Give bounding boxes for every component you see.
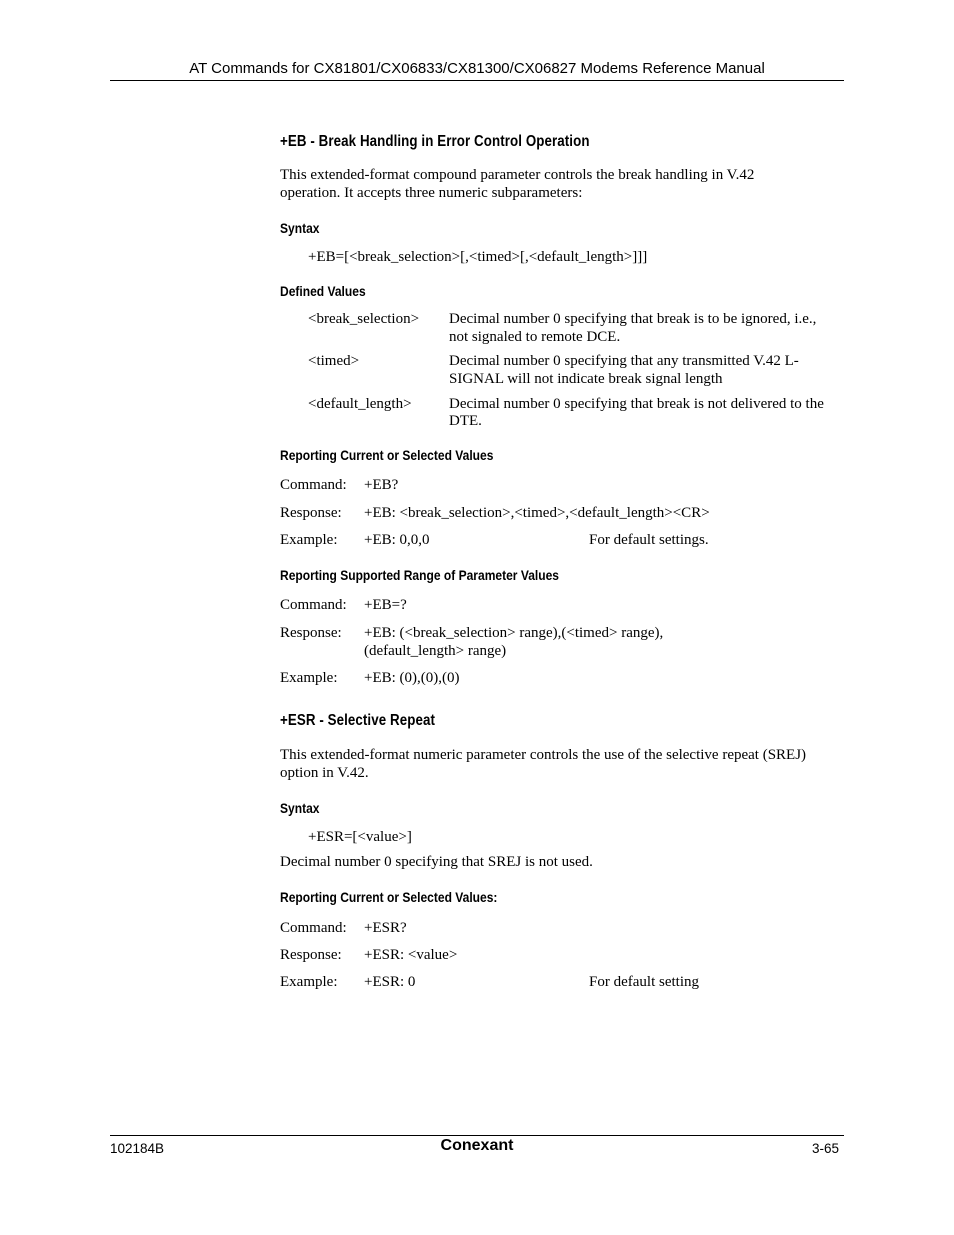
- eb-intro-line2: operation. It accepts three numeric subparameters:: [280, 185, 583, 201]
- eb-current-example-label: Example:: [280, 532, 338, 548]
- esr-syntax-note: Decimal number 0 specifying that SREJ is not used.: [280, 854, 593, 870]
- esr-current-example: +ESR: 0: [364, 974, 416, 990]
- footer-page-number: 3-65: [812, 1141, 840, 1156]
- eb-syntax: +EB=[<break_selection>[,<timed>[,<default_length>]]]: [308, 249, 648, 265]
- defined-name-default-length: <default_length>: [308, 396, 412, 412]
- esr-current-heading: Reporting Current or Selected Values:: [280, 889, 498, 905]
- eb-current-response: +EB: <break_selection>,<timed>,<default_length><CR>: [364, 505, 710, 521]
- defined-desc-default-length-line1: Decimal number 0 specifying that break is not delivered to the: [449, 396, 824, 412]
- footer-company: Conexant: [440, 1137, 514, 1154]
- defined-desc-break-selection-line1: Decimal number 0 specifying that break is to be ignored, i.e.,: [449, 311, 817, 327]
- esr-intro-line1: This extended-format numeric parameter controls the use of the selective repeat (SREJ): [280, 747, 807, 763]
- esr-current-response: +ESR: <value>: [364, 947, 458, 963]
- eb-range-response-line2: (default_length> range): [364, 643, 507, 659]
- page-header-title: AT Commands for CX81801/CX06833/CX81300/CX06827 Modems Reference Manual: [189, 60, 765, 77]
- eb-defined-heading: Defined Values: [280, 283, 366, 299]
- esr-current-example-note: For default setting: [589, 974, 699, 990]
- eb-current-response-label: Response:: [280, 505, 342, 521]
- esr-current-command: +ESR?: [364, 920, 407, 936]
- eb-syntax-heading: Syntax: [280, 220, 320, 236]
- eb-range-response-line1: +EB: (<break_selection> range),(<timed> range),: [364, 625, 664, 641]
- eb-current-example: +EB: 0,0,0: [364, 532, 430, 548]
- defined-desc-default-length-line2: DTE.: [449, 413, 482, 429]
- eb-intro-line1: This extended-format compound parameter controls the break handling in V.42: [280, 167, 755, 183]
- eb-current-example-note: For default settings.: [589, 532, 709, 548]
- esr-current-command-label: Command:: [280, 920, 347, 936]
- defined-desc-timed-line2: SIGNAL will not indicate break signal length: [449, 371, 723, 387]
- eb-range-heading: Reporting Supported Range of Parameter Values: [280, 567, 559, 583]
- eb-range-command-label: Command:: [280, 597, 347, 613]
- eb-heading: +EB - Break Handling in Error Control Operation: [280, 133, 590, 150]
- esr-intro-line2: option in V.42.: [280, 765, 369, 781]
- defined-desc-timed-line1: Decimal number 0 specifying that any transmitted V.42 L-: [449, 353, 799, 369]
- eb-range-response-label: Response:: [280, 625, 342, 641]
- esr-syntax: +ESR=[<value>]: [308, 829, 412, 845]
- eb-range-command: +EB=?: [364, 597, 407, 613]
- footer-doc-number: 102184B: [110, 1141, 165, 1156]
- defined-name-timed: <timed>: [308, 353, 360, 369]
- defined-desc-break-selection-line2: not signaled to remote DCE.: [449, 329, 621, 345]
- eb-current-command: +EB?: [364, 477, 399, 493]
- defined-name-break-selection: <break_selection>: [308, 311, 420, 327]
- esr-current-example-label: Example:: [280, 974, 338, 990]
- esr-current-response-label: Response:: [280, 947, 342, 963]
- eb-current-command-label: Command:: [280, 477, 347, 493]
- esr-syntax-heading: Syntax: [280, 800, 320, 816]
- header-rule: [110, 80, 844, 81]
- eb-current-heading: Reporting Current or Selected Values: [280, 447, 494, 463]
- eb-range-example-label: Example:: [280, 670, 338, 686]
- esr-heading: +ESR - Selective Repeat: [280, 712, 435, 729]
- footer-rule: [110, 1135, 844, 1136]
- eb-range-example: +EB: (0),(0),(0): [364, 670, 460, 686]
